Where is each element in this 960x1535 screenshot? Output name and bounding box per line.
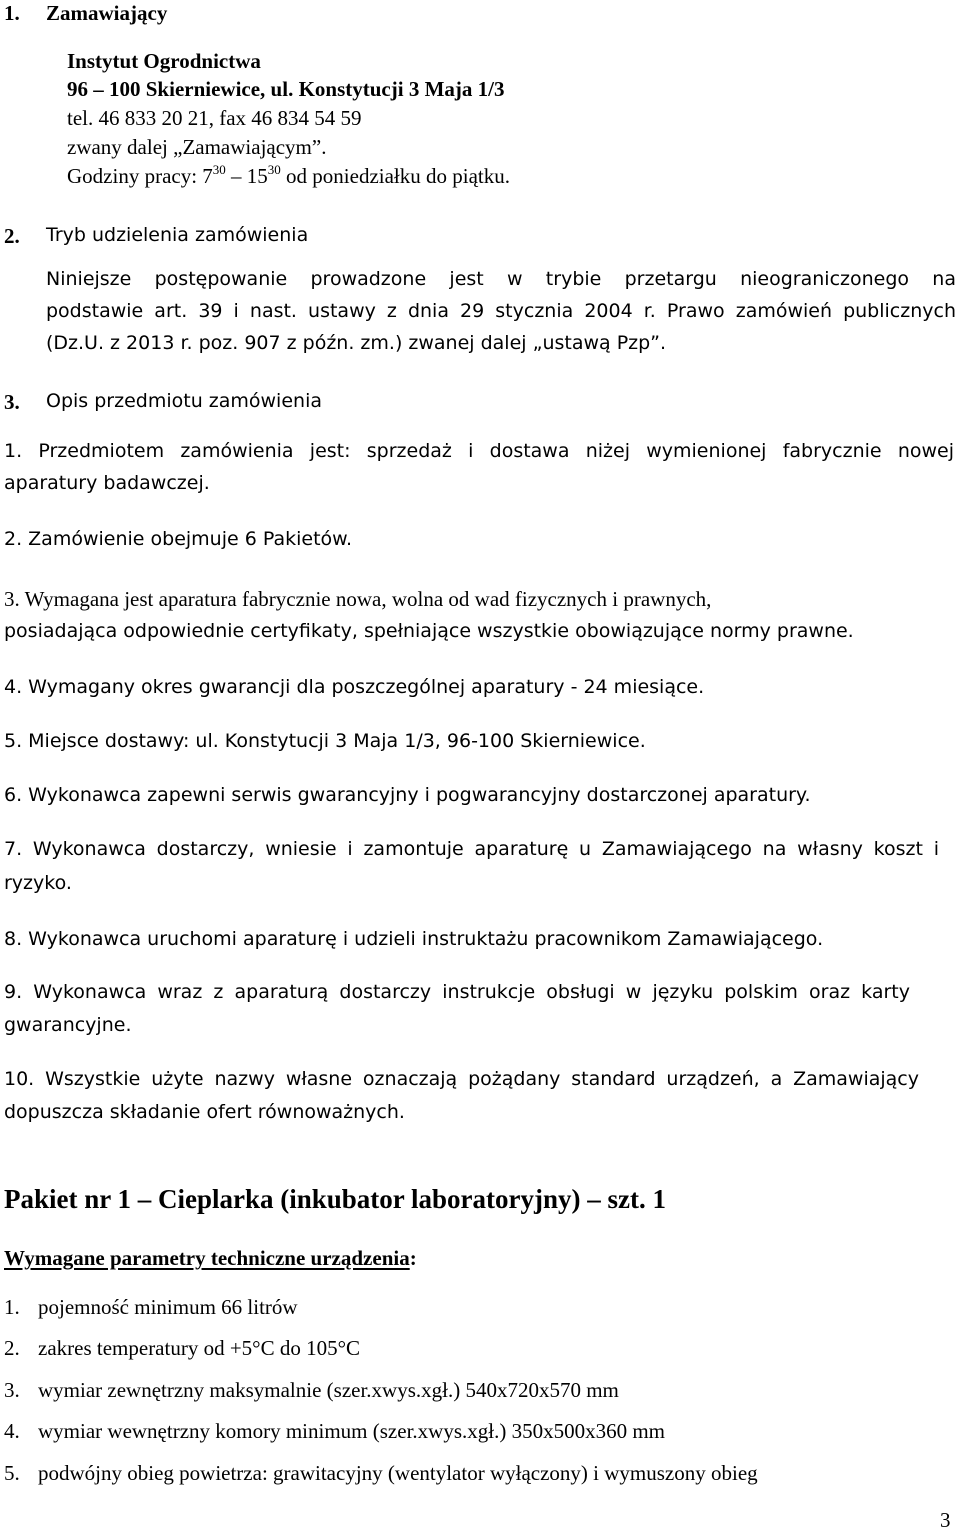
section-2-title: Tryb udzielenia zamówienia: [46, 224, 309, 246]
item-7-line-1: 7. Wykonawca dostarczy, wniesie i zamontuje aparaturę u Zamawiającego na własny koszt i: [4, 838, 939, 860]
item-7-line-2: ryzyko.: [4, 872, 72, 894]
section-2-line-2: podstawie art. 39 i nast. ustawy z dnia 29 stycznia 2004 r. Prawo zamówień publicznych: [46, 300, 956, 322]
params-heading: Wymagane parametry techniczne urządzenia:: [4, 1246, 417, 1270]
pakiet-1-title: Pakiet nr 1 – Cieplarka (inkubator laboratoryjny) – szt. 1: [4, 1184, 667, 1214]
section-2-line-1: Niniejsze postępowanie prowadzone jest w trybie przetargu nieograniczonego na: [46, 268, 956, 290]
item-3-line-1: 3. Wymagana jest aparatura fabrycznie nowa, wolna od wad fizycznych i prawnych,: [4, 587, 712, 611]
param-4-number: 4.: [4, 1419, 20, 1443]
param-1-text: pojemność minimum 66 litrów: [38, 1295, 298, 1319]
working-hours: Godziny pracy: $7^{30} - 15^{30}$ od poniedziałku do piątku.: [67, 162, 511, 188]
item-8: 8. Wykonawca uruchomi aparaturę i udzieli instruktażu pracownikom Zamawiającego.: [4, 928, 824, 950]
section-3-title: Opis przedmiotu zamówienia: [46, 390, 322, 412]
item-4: 4. Wymagany okres gwarancji dla poszczególnej aparatury - 24 miesiące.: [4, 676, 705, 698]
institution-address: 96 – 100 Skierniewice, ul. Konstytucji 3 Maja 1/3: [67, 77, 505, 101]
item-9-line-2: gwarancyjne.: [4, 1014, 132, 1036]
section-1-title: Zamawiający: [46, 1, 168, 25]
item-1-line-1: 1. Przedmiotem zamówienia jest: sprzedaż i dostawa niżej wymienionej fabrycznie nowej: [4, 440, 954, 462]
institution-phone: tel. 46 833 20 21, fax 46 834 54 59: [67, 106, 362, 130]
item-5: 5. Miejsce dostawy: ul. Konstytucji 3 Maja 1/3, 96-100 Skierniewice.: [4, 730, 646, 752]
param-2-text: zakres temperatury od +5°C do 105°C: [38, 1336, 360, 1360]
section-1-number: 1.: [4, 1, 20, 25]
item-10-line-1: 10. Wszystkie użyte nazwy własne oznaczają pożądany standard urządzeń, a Zamawiający: [4, 1068, 919, 1090]
param-5-text: podwójny obieg powietrza: grawitacyjny (wentylator wyłączony) i wymuszony obieg: [38, 1461, 758, 1485]
section-3-number: 3.: [4, 390, 20, 414]
param-1-number: 1.: [4, 1295, 20, 1319]
item-9-line-1: 9. Wykonawca wraz z aparaturą dostarczy instrukcje obsługi w języku polskim oraz karty: [4, 981, 910, 1003]
param-5-number: 5.: [4, 1461, 20, 1485]
item-6: 6. Wykonawca zapewni serwis gwarancyjny i pogwarancyjny dostarczonej aparatury.: [4, 784, 811, 806]
section-2-number: 2.: [4, 224, 20, 248]
param-3-number: 3.: [4, 1378, 20, 1402]
param-2-number: 2.: [4, 1336, 20, 1360]
param-3-text: wymiar zewnętrzny maksymalnie (szer.xwys.xgł.) 540x720x570 mm: [38, 1378, 619, 1402]
item-10-line-2: dopuszcza składanie ofert równoważnych.: [4, 1101, 405, 1123]
institution-name: Instytut Ogrodnictwa: [67, 49, 261, 73]
param-4-text: wymiar wewnętrzny komory minimum (szer.xwys.xgł.) 350x500x360 mm: [38, 1419, 665, 1443]
section-2-line-3: (Dz.U. z 2013 r. poz. 907 z późn. zm.) zwanej dalej „ustawą Pzp”.: [46, 332, 667, 354]
item-2: 2. Zamówienie obejmuje 6 Pakietów.: [4, 528, 352, 550]
page-number: 3: [940, 1508, 951, 1532]
institution-alias: zwany dalej „Zamawiającym”.: [67, 135, 327, 159]
item-3-line-2: posiadająca odpowiednie certyfikaty, spełniające wszystkie obowiązujące normy prawne.: [4, 620, 854, 642]
item-1-line-2: aparatury badawczej.: [4, 472, 210, 494]
